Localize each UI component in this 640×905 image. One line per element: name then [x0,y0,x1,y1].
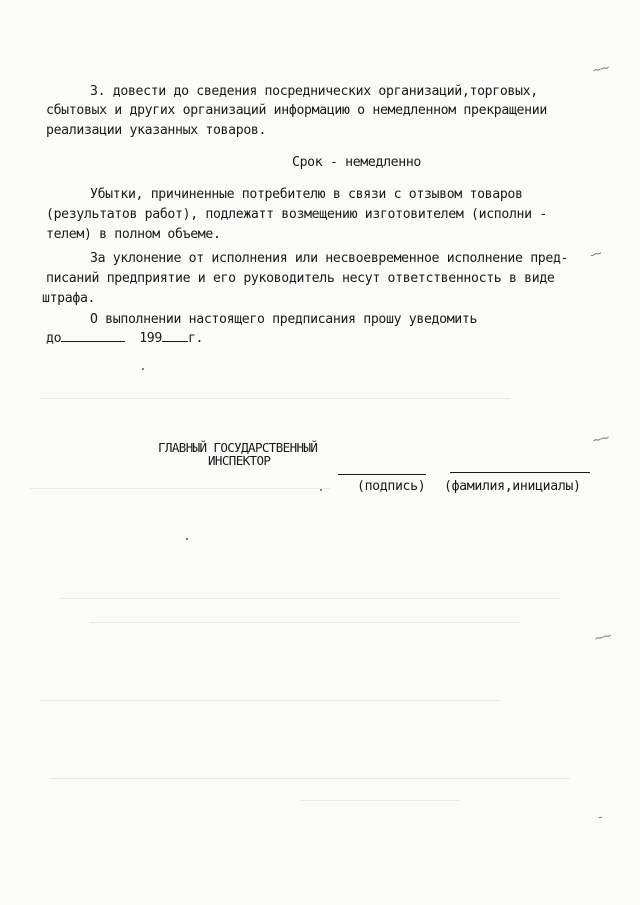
scan-speck [320,489,322,491]
item3-line3: реализации указанных товаров. [46,123,267,138]
signature-line [338,474,426,475]
signature-caption: (подпись) [357,479,426,494]
penalty-line1: За уклонение от исполнения или несвоевременное исполнение пред- [90,251,569,266]
losses-line1: Убытки, причиненные потребителю в связи с отзывом товаров [90,187,523,202]
inspector-title-line1: ГЛАВНЫЙ ГОСУДАРСТВЕННЫЙ [158,440,318,455]
item3-line1: 3. довести до сведения посреднических организаций,торговых, [90,84,538,99]
year-blank [162,341,188,342]
scan-mark: ~~ [592,628,612,646]
notify-date-line [46,331,203,347]
notify-year-prefix: 199 [139,331,162,346]
penalty-line2: писаний предприятие и его руководитель несут ответственность в виде [46,271,555,286]
scan-speck [142,368,144,370]
notify-line1: О выполнении настоящего предписания прошу уведомить [90,312,478,327]
name-line [450,472,590,473]
date-blank [61,341,125,342]
name-caption: (фамилия,инициалы) [444,479,581,494]
scan-speck [186,538,188,540]
scan-mark: ~~ [590,60,610,78]
scan-mark: - [596,809,602,825]
inspector-title-line2: ИНСПЕКТОР [208,453,271,468]
losses-line2: (результатов работ), подлежатт возмещению изготовителем (исполни - [46,207,547,222]
losses-line3: телем) в полном объеме. [46,227,221,242]
scan-mark: ~~ [590,430,610,448]
scan-mark: -~ [588,246,602,262]
item3-line2: сбытовых и других организаций информацию о немедленном прекращении [46,103,547,118]
notify-date-prefix: до [46,331,62,346]
penalty-line3: штрафа. [42,291,96,306]
notify-year-suffix: г. [187,331,204,346]
deadline: Срок - немедленно [292,155,422,170]
